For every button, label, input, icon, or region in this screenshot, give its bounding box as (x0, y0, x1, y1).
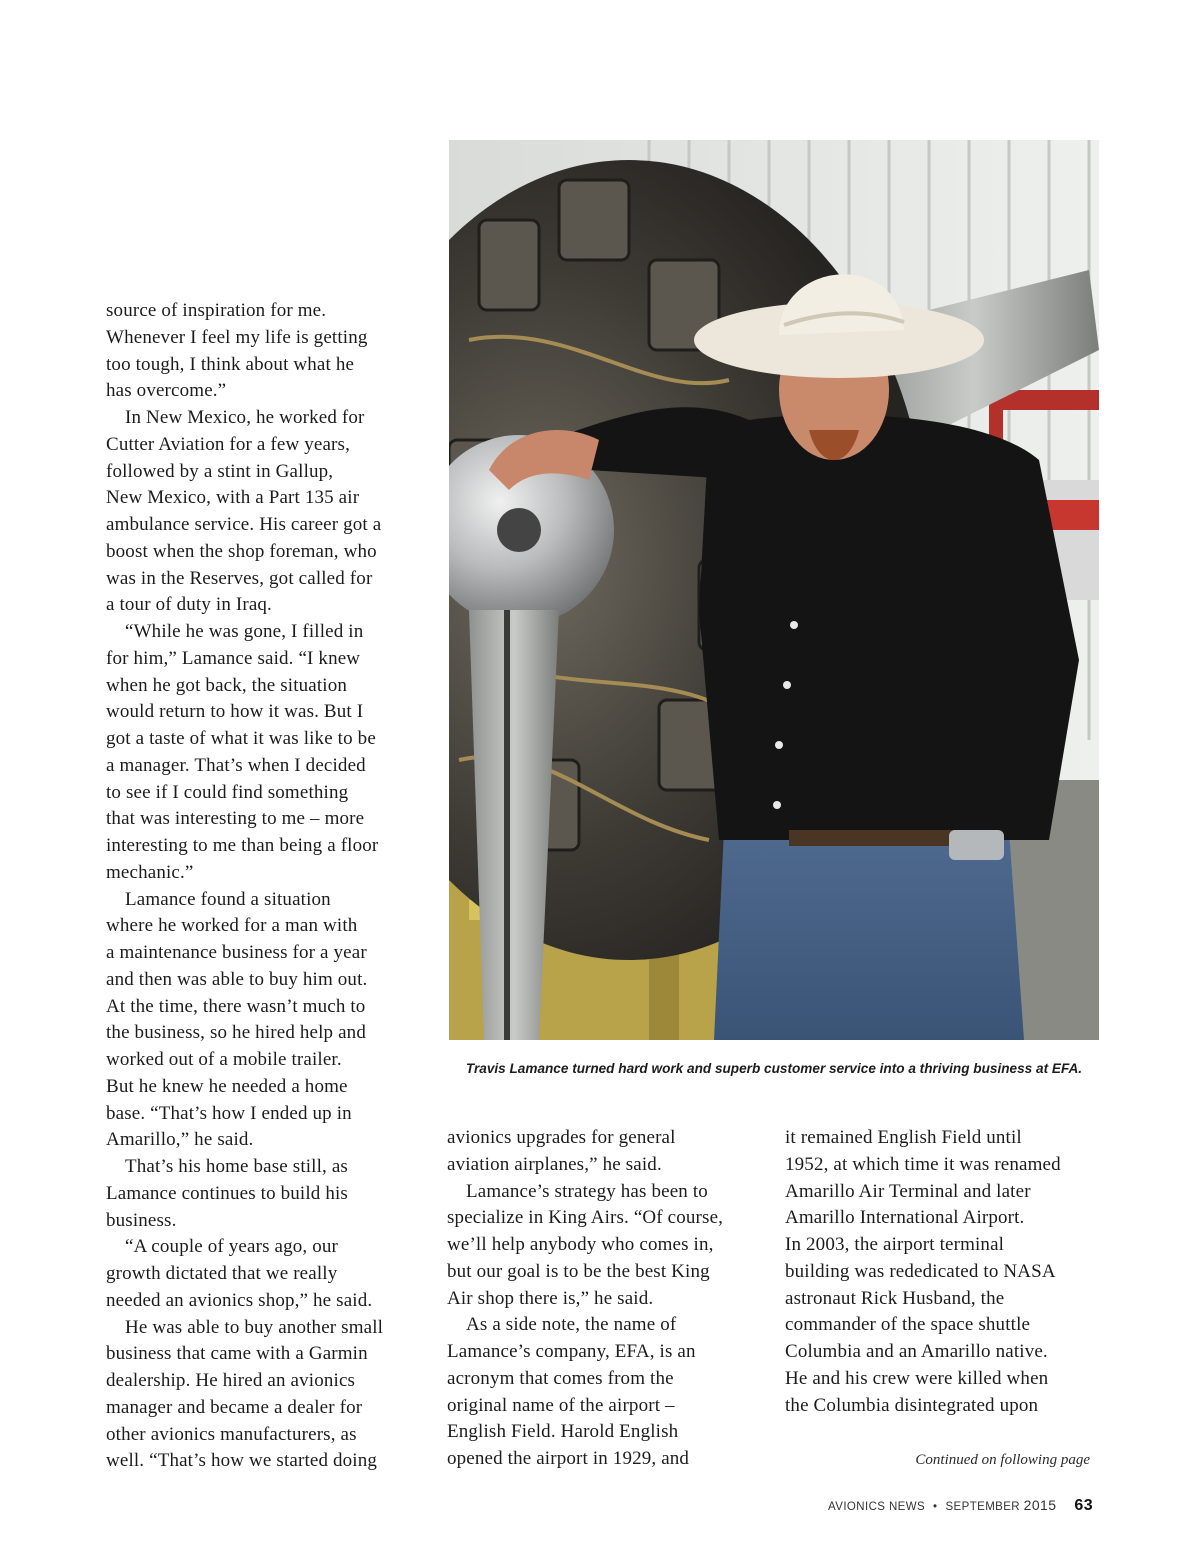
paragraph: That’s his home base still, as Lamance continues to build his business. (106, 1156, 348, 1231)
paragraph: In New Mexico, he worked for Cutter Aviation for a few years, followed by a stint in Gallup, New Mexico, with a Part 135 air ambulance service. His career got a boost when the shop foreman, who was in the Reserves, got called for a tour of duty in Iraq. (106, 407, 382, 616)
continued-note: Continued on following page (915, 1452, 1090, 1468)
issue-year: 2015 (1023, 1497, 1057, 1513)
paragraph: He was able to buy another small business that came with a Garmin dealership. He hired an avionics manager and became a dealer for other avionics manufacturers, as well. “That’s how we started doing (106, 1316, 384, 1472)
issue-month: SEPTEMBER (945, 1501, 1021, 1513)
article-column-3 (785, 1125, 1105, 1419)
paragraph: “While he was gone, I filled in for him,” Lamance said. “I knew when he got back, the situation would return to how it was. But I got a taste of what it was like to be a manager. That’s when I decided to see if I could find something that was interesting to me – more interesting to me than being a floor mechanic.” (106, 621, 379, 883)
paragraph: avionics upgrades for general aviation airplanes,” he said. (447, 1127, 676, 1175)
article-column-2 (447, 1125, 767, 1473)
article-column-1 (106, 298, 426, 1475)
article-photo (449, 140, 1099, 1040)
paragraph: Lamance’s strategy has been to specialize in King Airs. “Of course, we’ll help anybody who comes in, but our goal is to be the best King Air shop there is,” he said. (447, 1180, 724, 1309)
photo-caption: Travis Lamance turned hard work and superb customer service into a thriving business at EFA. (465, 1061, 1083, 1076)
paragraph: it remained English Field until 1952, at which time it was renamed Amarillo Air Terminal and later Amarillo International Airport. In 2003, the airport terminal building was rededicated to NASA astronaut Rick Husband, the commander of the space shuttle Columbia and an Amarillo native. He and his crew were killed when the Columbia disintegrated upon (785, 1127, 1061, 1416)
paragraph: “A couple of years ago, our growth dictated that we really needed an avionics shop,” he said. (106, 1236, 373, 1311)
page-footer (700, 1497, 1093, 1515)
publication-name: AVIONICS NEWS (828, 1501, 926, 1513)
paragraph: As a side note, the name of Lamance’s company, EFA, is an acronym that comes from the original name of the airport – English Field. Harold English opened the airport in 1929, and (447, 1314, 696, 1469)
paragraph: Lamance found a situation where he worked for a man with a maintenance business for a year and then was able to buy him out. At the time, there wasn’t much to the business, so he hired help and worked out of a mobile trailer. But he knew he needed a home base. “That’s how I ended up in Amarillo,” he said. (106, 888, 368, 1151)
paragraph: source of inspiration for me. Whenever I feel my life is getting too tough, I think about what he has overcome.” (106, 300, 368, 402)
separator-bullet: • (933, 1501, 938, 1513)
page-number: 63 (1074, 1497, 1093, 1514)
